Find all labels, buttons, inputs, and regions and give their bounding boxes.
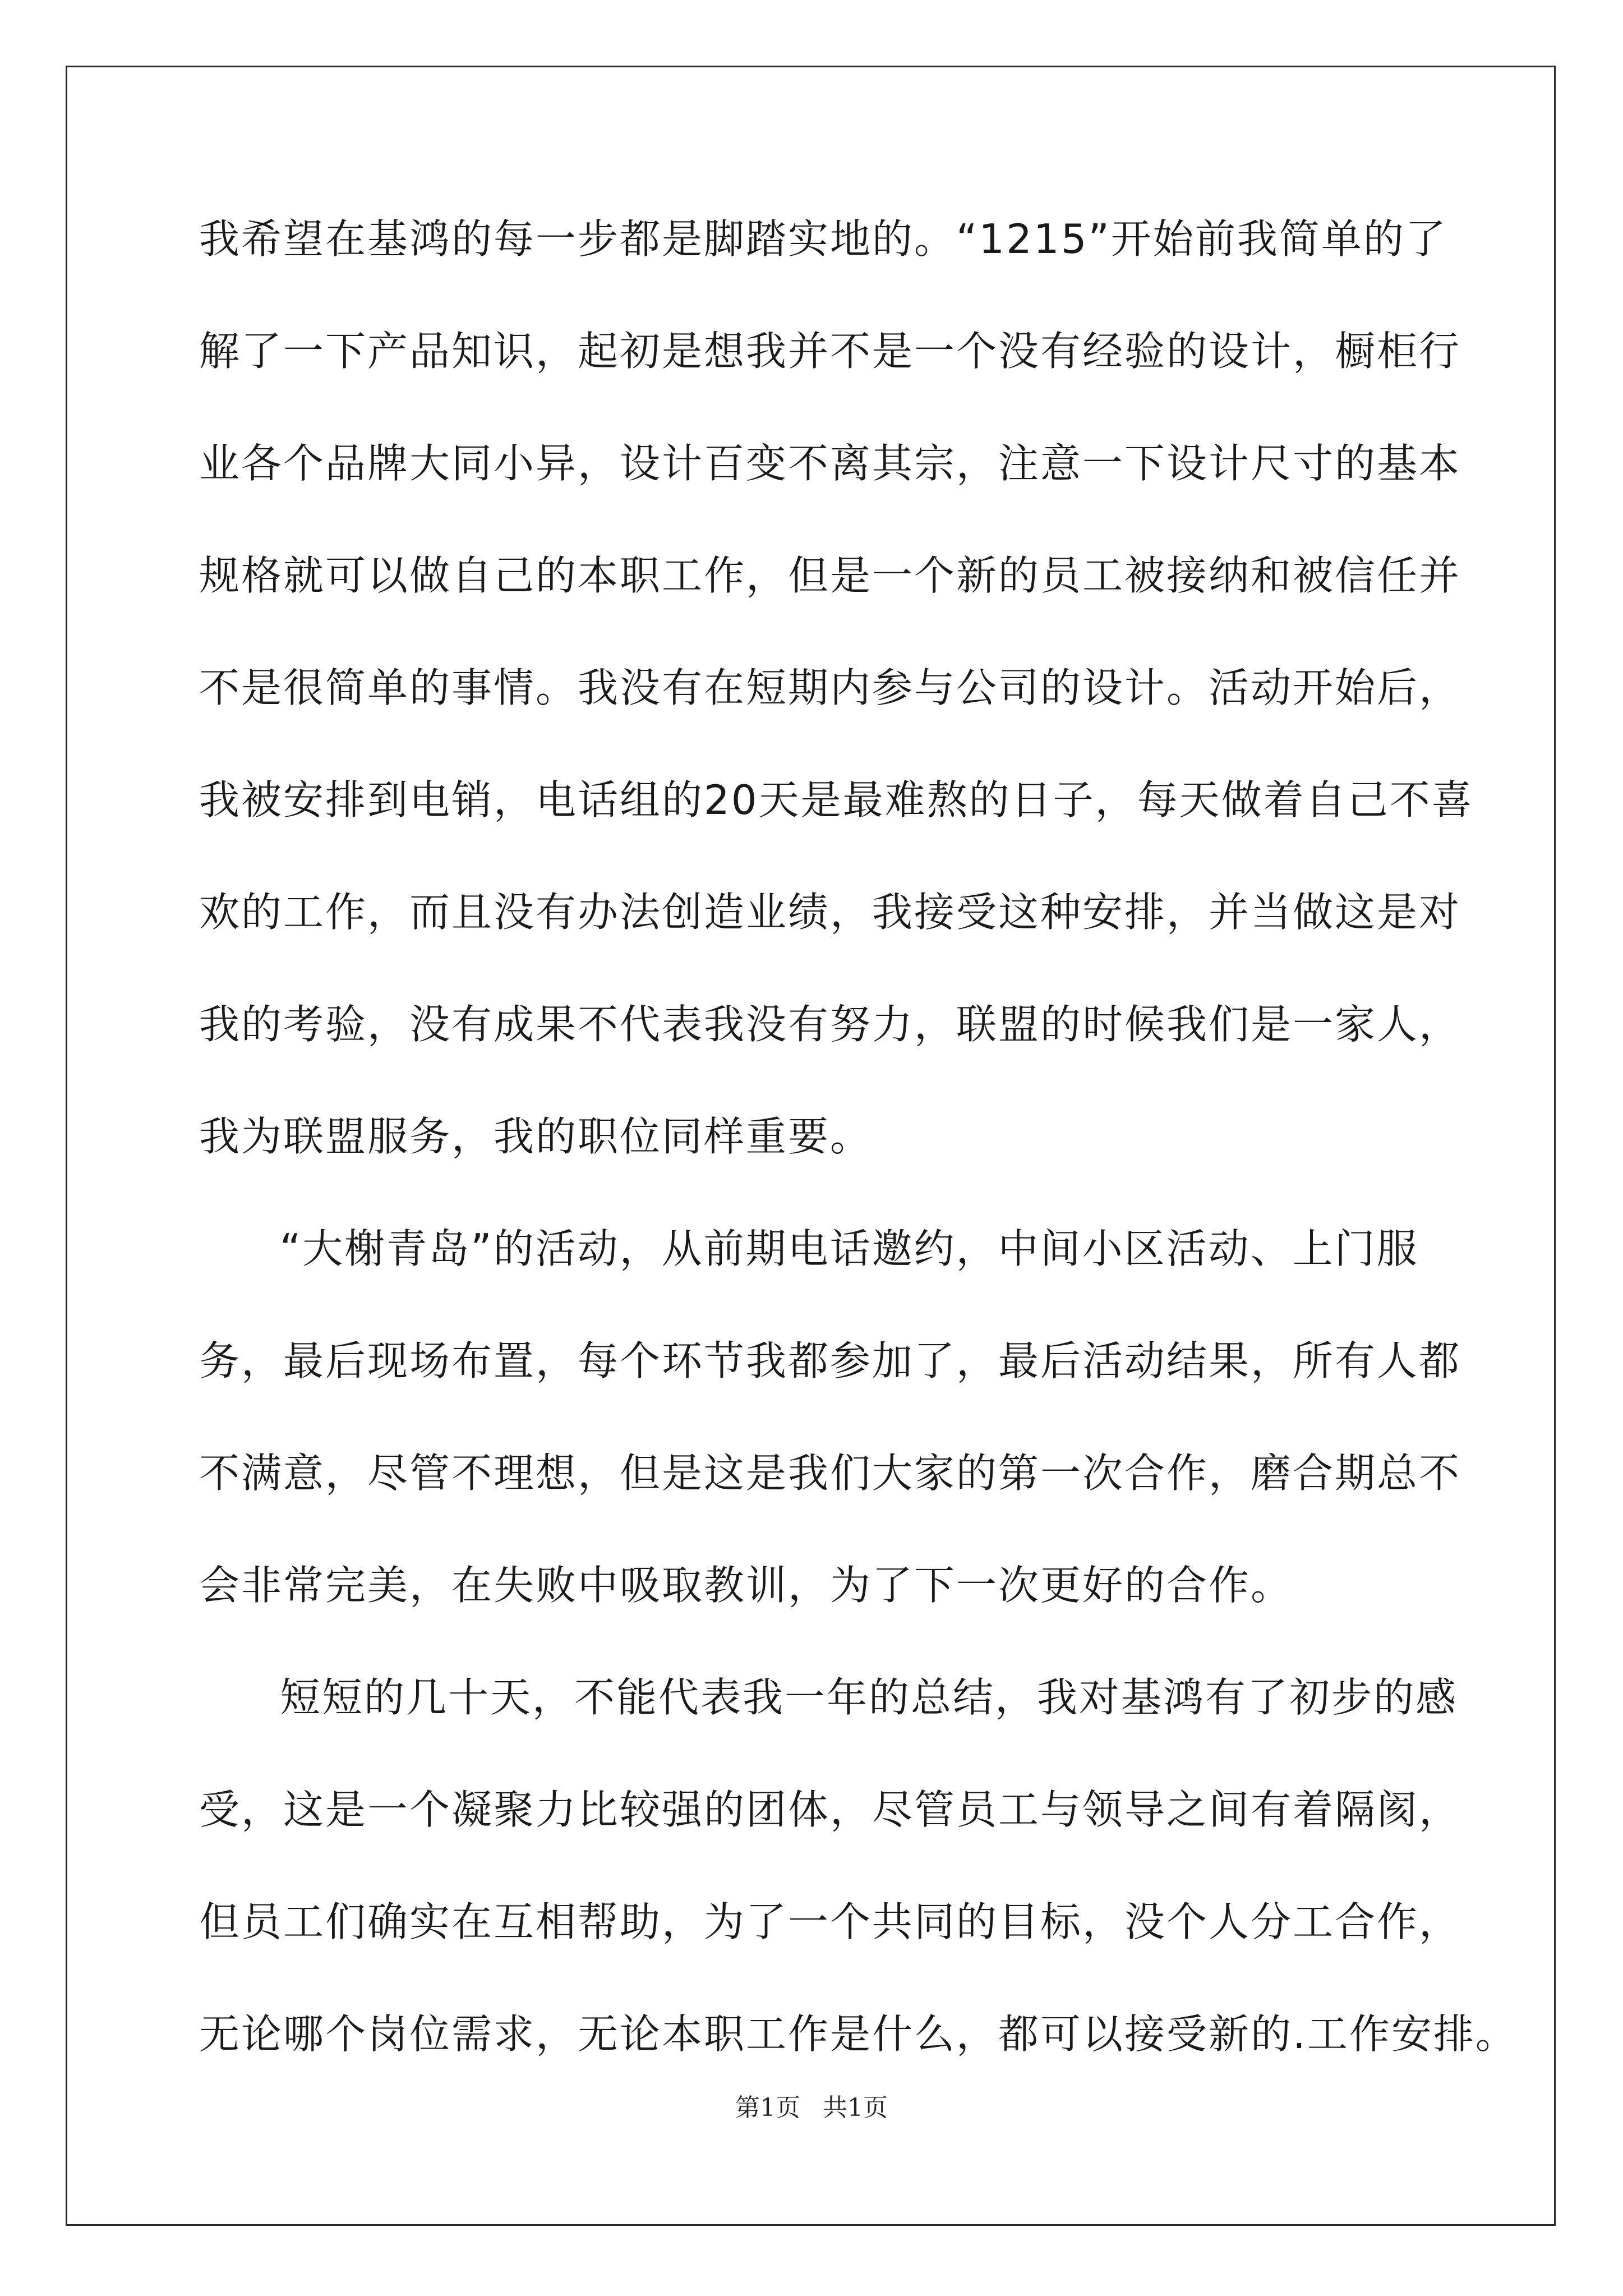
paragraph-1-line-1: 我希望在基鸿的每一步都是脚踏实地的。“1215”开始前我简单的了 [199,215,1447,263]
paragraph-1-line-3: 业各个品牌大同小异，设计百变不离其宗，注意一下设计尺寸的基本 [199,440,1461,487]
paragraph-3-line-2: 受，这是一个凝聚力比较强的团体，尽管员工与领导之间有着隔阂， [199,1786,1461,1833]
paragraph-3-line-1: 短短的几十天，不能代表我一年的总结，我对基鸿有了初步的感 [280,1674,1458,1721]
paragraph-1-line-7: 欢的工作，而且没有办法创造业绩，我接受这种安排，并当做这是对 [199,889,1461,936]
paragraph-3-line-3: 但员工们确实在互相帮助，为了一个共同的目标，没个人分工合作， [199,1898,1461,1945]
paragraph-1-line-2: 解了一下产品知识，起初是想我并不是一个没有经验的设计，橱柜行 [199,328,1461,375]
paragraph-2-line-2: 务，最后现场布置，每个环节我都参加了，最后活动结果，所有人都 [199,1337,1461,1384]
page-number-current: 第1页 [735,2093,800,2122]
paragraph-2-line-3: 不满意，尽管不理想，但是这是我们大家的第一次合作，磨合期总不 [199,1450,1461,1497]
paragraph-1-line-5: 不是很简单的事情。我没有在短期内参与公司的设计。活动开始后， [199,664,1461,711]
page-footer [0,2091,1623,2125]
paragraph-3-line-4: 无论哪个岗位需求，无论本职工作是什么，都可以接受新的.工作安排。 [199,2010,1518,2058]
paragraph-1-line-4: 规格就可以做自己的本职工作，但是一个新的员工被接纳和被信任并 [199,552,1461,599]
paragraph-1-line-6: 我被安排到电销，电话组的20天是最难熬的日子，每天做着自己不喜 [199,776,1474,823]
paragraph-1-line-8: 我的考验，没有成果不代表我没有努力，联盟的时候我们是一家人， [199,1001,1461,1048]
paragraph-1-line-9: 我为联盟服务，我的职位同样重要。 [199,1113,873,1160]
paragraph-2-line-4: 会非常完美，在失败中吸取教训，为了下一次更好的合作。 [199,1562,1293,1609]
paragraph-2-line-1: “大榭青岛”的活动，从前期电话邀约，中间小区活动、上门服 [280,1225,1419,1272]
page-number-total: 共1页 [823,2093,888,2122]
